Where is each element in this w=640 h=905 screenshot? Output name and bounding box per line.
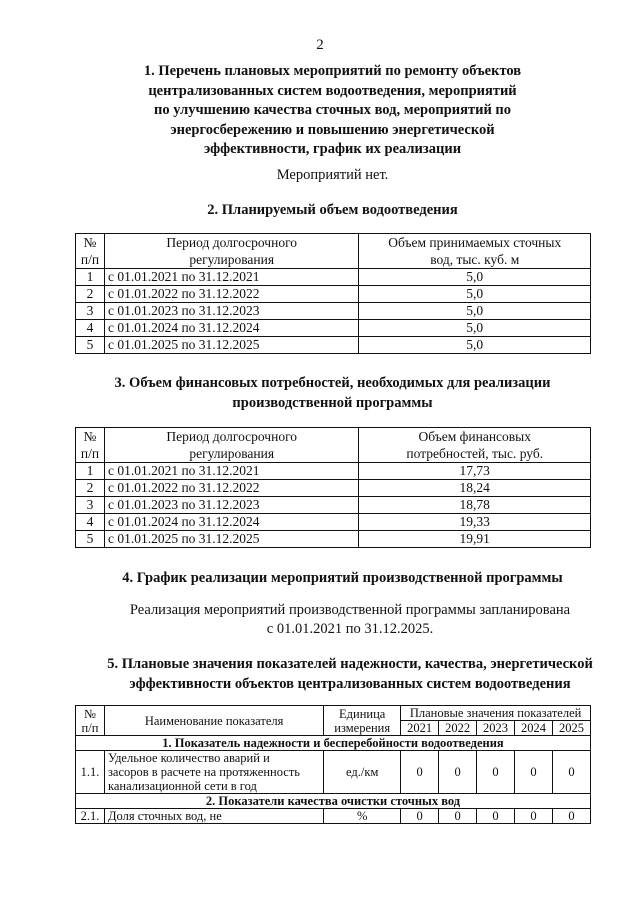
table-row: [76, 751, 591, 794]
row-value: 17,73: [359, 463, 591, 480]
header-unit: Единица измерения: [324, 706, 401, 736]
section1-title-line: эффективности, график их реализации: [203, 141, 462, 157]
row-num: 2: [76, 286, 105, 303]
row-num: 4: [76, 320, 105, 337]
row-num: 1: [76, 269, 105, 286]
table-row: [76, 480, 591, 497]
section1-title: [60, 62, 605, 160]
row-value: 0: [552, 751, 590, 794]
row-value: 5,0: [359, 269, 591, 286]
section4-text-line: с 01.01.2021 по 31.12.2025.: [266, 621, 434, 637]
group-title-row: [76, 794, 591, 809]
header-year: 2021: [401, 721, 439, 736]
table-header-row: [76, 706, 591, 721]
table-row: [76, 809, 591, 824]
header-period: Период долгосрочного регулирования: [104, 234, 358, 269]
financial-needs-table: [75, 427, 591, 548]
header-value: Объем финансовых потребностей, тыс. руб.: [359, 428, 591, 463]
table-row: [76, 514, 591, 531]
row-value: 5,0: [359, 320, 591, 337]
row-period: с 01.01.2022 по 31.12.2022: [104, 480, 358, 497]
row-value: 5,0: [359, 303, 591, 320]
header-num: № п/п: [76, 234, 105, 269]
row-value: 19,33: [359, 514, 591, 531]
header-name: Наименование показателя: [104, 706, 323, 736]
section4-text: [100, 601, 600, 639]
row-num: 2.1.: [76, 809, 105, 824]
section1-title-line: 1. Перечень плановых мероприятий по ремонту объектов: [143, 63, 522, 79]
group2-title: 2. Показатели качества очистки сточных вод: [76, 794, 591, 809]
row-num: 4: [76, 514, 105, 531]
row-name: Доля сточных вод, не: [104, 809, 323, 824]
row-num: 1: [76, 463, 105, 480]
row-period: с 01.01.2023 по 31.12.2023: [104, 303, 358, 320]
row-num: 5: [76, 531, 105, 548]
group1-title: 1. Показатель надежности и бесперебойности водоотведения: [76, 736, 591, 751]
header-year: 2022: [439, 721, 477, 736]
section5-title: [50, 655, 640, 694]
page-number: 2: [316, 37, 324, 53]
table-row: [76, 463, 591, 480]
row-value: 0: [515, 809, 553, 824]
row-value: 18,24: [359, 480, 591, 497]
section3-title: [20, 374, 640, 413]
section1-note: Мероприятий нет.: [276, 167, 389, 183]
table-row: [76, 531, 591, 548]
row-period: с 01.01.2021 по 31.12.2021: [104, 269, 358, 286]
row-num: 3: [76, 303, 105, 320]
header-period: Период долгосрочного регулирования: [104, 428, 358, 463]
row-value: 0: [401, 751, 439, 794]
header-planned: Плановые значения показателей: [401, 706, 591, 721]
row-value: 5,0: [359, 286, 591, 303]
row-period: с 01.01.2022 по 31.12.2022: [104, 286, 358, 303]
table-row: [76, 303, 591, 320]
section1-title-line: энергосбережению и повышению энергетической: [170, 121, 495, 138]
row-name: Удельное количество аварий и засоров в расчете на протяженность канализационной сети в год: [104, 751, 323, 794]
row-value: 5,0: [359, 337, 591, 354]
section3-title-line: производственной программы: [232, 394, 433, 411]
header-value: Объем принимаемых сточных вод, тыс. куб. м: [359, 234, 591, 269]
row-value: 0: [477, 809, 515, 824]
row-period: с 01.01.2024 по 31.12.2024: [104, 514, 358, 531]
header-num: № п/п: [76, 706, 105, 736]
row-num: 5: [76, 337, 105, 354]
section1-title-line: централизованных систем водоотведения, мероприятий: [148, 82, 517, 99]
group-title-row: [76, 736, 591, 751]
table-row: [76, 497, 591, 514]
row-value: 0: [439, 809, 477, 824]
row-value: 19,91: [359, 531, 591, 548]
table-row: [76, 286, 591, 303]
row-period: с 01.01.2024 по 31.12.2024: [104, 320, 358, 337]
table-header-row: [76, 234, 591, 269]
row-value: 0: [401, 809, 439, 824]
section4-title: 4. График реализации мероприятий производственной программы: [122, 570, 563, 586]
row-value: 0: [552, 809, 590, 824]
row-period: с 01.01.2023 по 31.12.2023: [104, 497, 358, 514]
row-value: 0: [439, 751, 477, 794]
header-num: № п/п: [76, 428, 105, 463]
row-num: 3: [76, 497, 105, 514]
header-year: 2025: [552, 721, 590, 736]
row-period: с 01.01.2025 по 31.12.2025: [104, 531, 358, 548]
row-value: 18,78: [359, 497, 591, 514]
section1-title-line: по улучшению качества сточных вод, мероприятий по: [153, 102, 512, 118]
row-num: 2: [76, 480, 105, 497]
row-num: 1.1.: [76, 751, 105, 794]
header-year: 2024: [515, 721, 553, 736]
table-row: [76, 320, 591, 337]
section5-title-line: эффективности объектов централизованных систем водоотведения: [129, 675, 571, 692]
row-unit: ед./км: [324, 751, 401, 794]
table-header-row: [76, 428, 591, 463]
section5-title-line: 5. Плановые значения показателей надежности, качества, энергетической: [107, 656, 593, 672]
header-year: 2023: [477, 721, 515, 736]
table-row: [76, 269, 591, 286]
table-row: [76, 337, 591, 354]
section4-text-line: Реализация мероприятий производственной программы запланирована: [129, 602, 571, 618]
row-value: 0: [477, 751, 515, 794]
row-period: с 01.01.2021 по 31.12.2021: [104, 463, 358, 480]
row-value: 0: [515, 751, 553, 794]
indicators-table: [75, 705, 591, 824]
section2-title: 2. Планируемый объем водоотведения: [207, 202, 458, 218]
row-period: с 01.01.2025 по 31.12.2025: [104, 337, 358, 354]
row-unit: %: [324, 809, 401, 824]
planned-volume-table: [75, 233, 591, 354]
section3-title-line: 3. Объем финансовых потребностей, необходимых для реализации: [114, 375, 551, 391]
